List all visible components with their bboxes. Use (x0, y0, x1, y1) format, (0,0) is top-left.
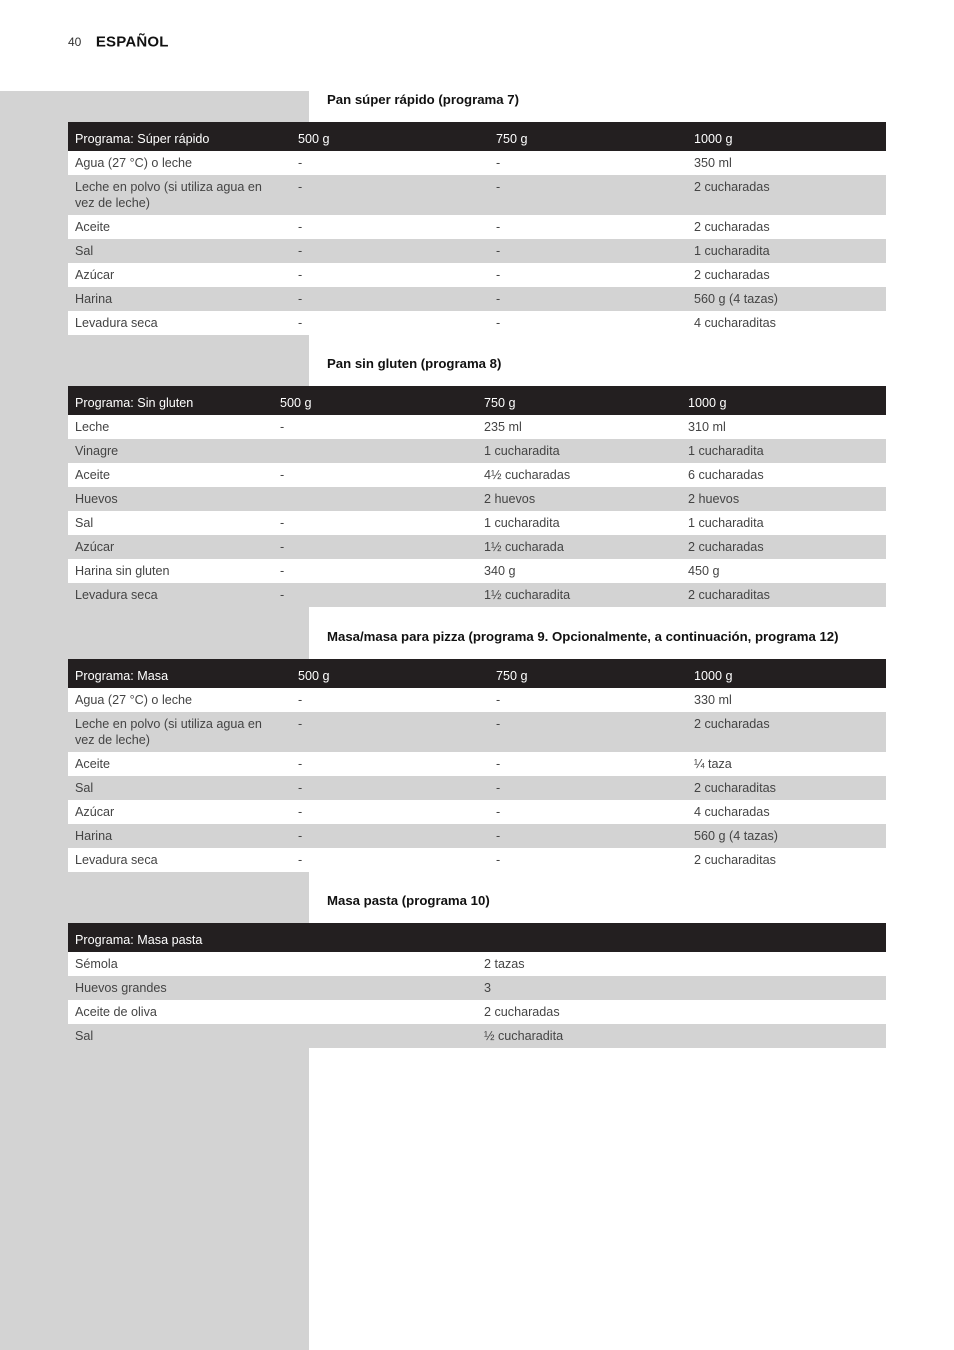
table-cell: 4 cucharaditas (687, 311, 886, 335)
table-cell: - (489, 215, 687, 239)
table-row (68, 712, 886, 752)
table-cell: 2 cucharadas (687, 215, 886, 239)
table-cell: Azúcar (68, 800, 291, 824)
table-cell: - (291, 688, 489, 712)
table-cell: - (489, 175, 687, 215)
column-header: Programa: Masa pasta (68, 923, 886, 952)
table-cell: Azúcar (68, 263, 291, 287)
column-header: 750 g (489, 659, 687, 688)
table-cell: - (273, 415, 477, 439)
table-row (68, 151, 886, 175)
table-cell: Aceite (68, 463, 273, 487)
column-header: 500 g (291, 122, 489, 151)
table-cell: - (489, 776, 687, 800)
column-header: 1000 g (687, 659, 886, 688)
table-cell: - (273, 583, 477, 607)
table-cell: 1 cucharadita (477, 439, 681, 463)
table-cell: 3 (477, 976, 886, 1000)
table-row (68, 824, 886, 848)
table-cell: Leche en polvo (si utiliza agua en vez de leche) (68, 712, 291, 752)
table-row (68, 239, 886, 263)
table-cell: Leche en polvo (si utiliza agua en vez de leche) (68, 175, 291, 215)
column-header: Programa: Sin gluten (68, 386, 273, 415)
table-header-row (68, 386, 886, 415)
table-row (68, 1000, 886, 1024)
table-cell: Harina sin gluten (68, 559, 273, 583)
table-cell: 1 cucharadita (681, 511, 886, 535)
table-cell: - (489, 800, 687, 824)
table-cell: 2 cucharaditas (687, 848, 886, 872)
column-header: 750 g (489, 122, 687, 151)
table-cell: 2 cucharaditas (687, 776, 886, 800)
section-title-masa: Masa/masa para pizza (programa 9. Opcionalmente, a continuación, programa 12) (327, 629, 839, 644)
table-cell: 2 tazas (477, 952, 886, 976)
table-header-row (68, 122, 886, 151)
table-cell: - (291, 215, 489, 239)
table-cell: Agua (27 °C) o leche (68, 688, 291, 712)
table-cell: 2 cucharadas (681, 535, 886, 559)
table-row (68, 776, 886, 800)
table-row (68, 559, 886, 583)
table-row (68, 976, 886, 1000)
table-cell: 350 ml (687, 151, 886, 175)
table-cell: - (273, 559, 477, 583)
table-row (68, 848, 886, 872)
table-cell: Huevos (68, 487, 273, 511)
table-cell: 1½ cucharadita (477, 583, 681, 607)
table-cell: 450 g (681, 559, 886, 583)
table-cell: - (291, 239, 489, 263)
table-cell: - (291, 151, 489, 175)
table-cell: - (273, 511, 477, 535)
page-number: 40 (68, 34, 82, 49)
table-cell: Sal (68, 1024, 477, 1048)
table-cell: Vinagre (68, 439, 273, 463)
table-row (68, 439, 886, 463)
table-cell: 2 cucharadas (687, 263, 886, 287)
table-row (68, 800, 886, 824)
table-cell: 1 cucharadita (477, 511, 681, 535)
table-cell: - (273, 463, 477, 487)
table-cell: - (291, 776, 489, 800)
column-header: Programa: Masa (68, 659, 291, 688)
table-cell: Levadura seca (68, 311, 291, 335)
table-cell: 2 huevos (477, 487, 681, 511)
table-cell (273, 487, 477, 511)
table-cell: 560 g (4 tazas) (687, 824, 886, 848)
table-cell: Harina (68, 287, 291, 311)
table-cell: ½ cucharadita (477, 1024, 886, 1048)
table-cell: - (291, 287, 489, 311)
column-header: 500 g (273, 386, 477, 415)
table-cell: - (489, 712, 687, 752)
table-row (68, 952, 886, 976)
table-row (68, 1024, 886, 1048)
table-row (68, 511, 886, 535)
section-title-masa-pasta: Masa pasta (programa 10) (327, 893, 490, 908)
table-cell: - (489, 263, 687, 287)
recipe-table-masa-pasta (68, 923, 886, 1048)
table-cell: 235 ml (477, 415, 681, 439)
section-title-super-rapido: Pan súper rápido (programa 7) (327, 92, 519, 107)
table-cell: - (489, 311, 687, 335)
table-row (68, 415, 886, 439)
table-cell: - (291, 800, 489, 824)
table-cell: 330 ml (687, 688, 886, 712)
table-cell: - (489, 848, 687, 872)
table-cell: Harina (68, 824, 291, 848)
table-cell: 2 cucharadas (687, 712, 886, 752)
table-row (68, 263, 886, 287)
table-cell: Sal (68, 239, 291, 263)
table-cell: - (291, 848, 489, 872)
table-row (68, 175, 886, 215)
page-language-heading: ESPAÑOL (95, 33, 169, 51)
table-cell: - (489, 688, 687, 712)
table-row (68, 487, 886, 511)
table-cell: 340 g (477, 559, 681, 583)
table-cell: Levadura seca (68, 848, 291, 872)
table-cell: Sal (68, 511, 273, 535)
table-cell: - (489, 752, 687, 776)
table-cell: Sémola (68, 952, 477, 976)
table-cell: 310 ml (681, 415, 886, 439)
recipe-table-sin-gluten (68, 386, 886, 607)
table-cell: 2 cucharadas (687, 175, 886, 215)
table-cell: Azúcar (68, 535, 273, 559)
table-header-row (68, 923, 886, 952)
table-row (68, 463, 886, 487)
table-cell: 4 cucharadas (687, 800, 886, 824)
table-cell: Aceite (68, 752, 291, 776)
table-cell: ¼ taza (687, 752, 886, 776)
page-header (68, 33, 169, 53)
recipe-table-masa (68, 659, 886, 872)
table-row (68, 688, 886, 712)
table-cell: - (489, 824, 687, 848)
table-cell: Agua (27 °C) o leche (68, 151, 291, 175)
table-cell (273, 439, 477, 463)
column-header: 500 g (291, 659, 489, 688)
table-row (68, 215, 886, 239)
table-cell: 1 cucharadita (681, 439, 886, 463)
table-row (68, 752, 886, 776)
table-cell: - (489, 239, 687, 263)
table-cell: 4½ cucharadas (477, 463, 681, 487)
table-cell: Sal (68, 776, 291, 800)
table-row (68, 583, 886, 607)
table-row (68, 535, 886, 559)
table-cell: - (291, 263, 489, 287)
table-row (68, 311, 886, 335)
table-cell: 2 cucharaditas (681, 583, 886, 607)
table-row (68, 287, 886, 311)
column-header: 1000 g (687, 122, 886, 151)
table-cell: Aceite de oliva (68, 1000, 477, 1024)
table-cell: - (291, 752, 489, 776)
table-cell: 560 g (4 tazas) (687, 287, 886, 311)
table-header-row (68, 659, 886, 688)
table-cell: 2 huevos (681, 487, 886, 511)
table-cell: - (291, 311, 489, 335)
table-cell: Levadura seca (68, 583, 273, 607)
column-header: 1000 g (681, 386, 886, 415)
table-cell: 2 cucharadas (477, 1000, 886, 1024)
table-cell: - (489, 151, 687, 175)
column-header: 750 g (477, 386, 681, 415)
table-cell: Leche (68, 415, 273, 439)
table-cell: 6 cucharadas (681, 463, 886, 487)
table-cell: - (291, 824, 489, 848)
table-cell: - (489, 287, 687, 311)
section-title-sin-gluten: Pan sin gluten (programa 8) (327, 356, 502, 371)
recipe-table-super-rapido (68, 122, 886, 335)
table-cell: Aceite (68, 215, 291, 239)
table-cell: Huevos grandes (68, 976, 477, 1000)
table-cell: - (291, 712, 489, 752)
table-cell: - (273, 535, 477, 559)
column-header: Programa: Súper rápido (68, 122, 291, 151)
table-cell: 1½ cucharada (477, 535, 681, 559)
table-cell: - (291, 175, 489, 215)
table-cell: 1 cucharadita (687, 239, 886, 263)
